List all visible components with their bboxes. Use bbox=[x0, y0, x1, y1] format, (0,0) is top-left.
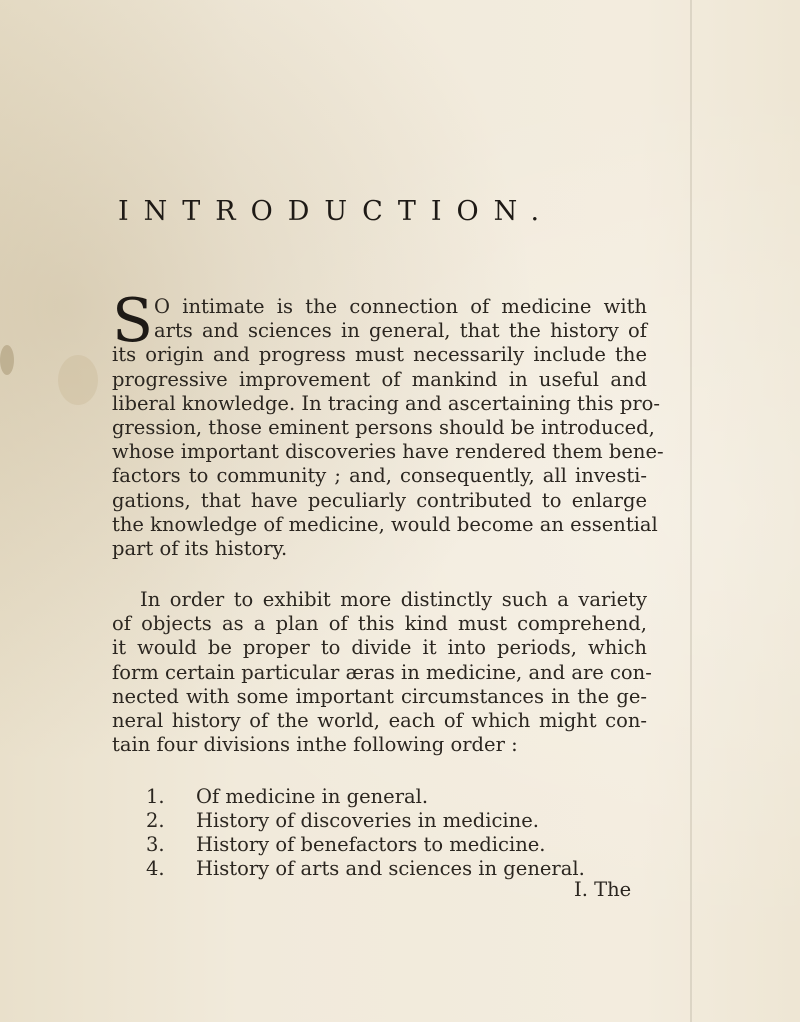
text-line: nected with some important circumstances in the ge- bbox=[112, 684, 647, 708]
text-line: its origin and progress must necessarily include the bbox=[112, 343, 647, 367]
paragraph-1 bbox=[112, 286, 664, 561]
text-line: factors to community ; and, consequently, all investi- bbox=[112, 464, 647, 488]
text-line: liberal knowledge. In tracing and ascertaining this pro- bbox=[112, 391, 660, 415]
division-list bbox=[146, 785, 606, 881]
list-number: 3. bbox=[146, 833, 165, 856]
list-text: History of benefactors to medicine. bbox=[196, 833, 546, 856]
text-line: part of its history. bbox=[112, 537, 288, 561]
text-line: of objects as a plan of this kind must comprehend, bbox=[112, 612, 647, 636]
text-line: gations, that have peculiarly contributed to enlarge bbox=[112, 488, 647, 512]
list-item bbox=[146, 809, 606, 833]
list-item bbox=[146, 833, 606, 857]
list-item bbox=[146, 785, 606, 809]
list-number: 2. bbox=[146, 809, 165, 832]
catchword: I. The bbox=[574, 878, 632, 901]
list-text: History of arts and sciences in general. bbox=[196, 857, 585, 880]
page-fold bbox=[690, 0, 692, 1022]
text-line: progressive improvement of mankind in useful and bbox=[112, 367, 647, 391]
page-stain bbox=[58, 355, 98, 405]
page-stain bbox=[0, 345, 14, 375]
list-item bbox=[146, 857, 606, 881]
page-title: INTRODUCTION. bbox=[118, 196, 555, 227]
text-line: neral history of the world, each of which might con- bbox=[112, 709, 647, 733]
text-line: it would be proper to divide it into periods, which bbox=[112, 636, 647, 660]
text-line: form certain particular æras in medicine, and are con- bbox=[112, 660, 652, 684]
text-line: arts and sciences in general, that the history of bbox=[154, 319, 647, 343]
text-line: O intimate is the connection of medicine with bbox=[154, 295, 647, 318]
list-number: 1. bbox=[146, 785, 165, 808]
text-line: In order to exhibit more distinctly such a variety bbox=[140, 588, 647, 611]
text-line: the knowledge of medicine, would become an essential bbox=[112, 512, 658, 536]
text-line: whose important discoveries have rendered them bene- bbox=[112, 440, 664, 464]
text-line: gression, those eminent persons should be introduced, bbox=[112, 416, 655, 440]
drop-cap: S bbox=[112, 286, 154, 356]
paragraph-2 bbox=[112, 588, 652, 757]
list-number: 4. bbox=[146, 857, 165, 880]
list-text: History of discoveries in medicine. bbox=[196, 809, 539, 832]
text-line: tain four divisions inthe following order : bbox=[112, 733, 518, 757]
list-text: Of medicine in general. bbox=[196, 785, 429, 808]
